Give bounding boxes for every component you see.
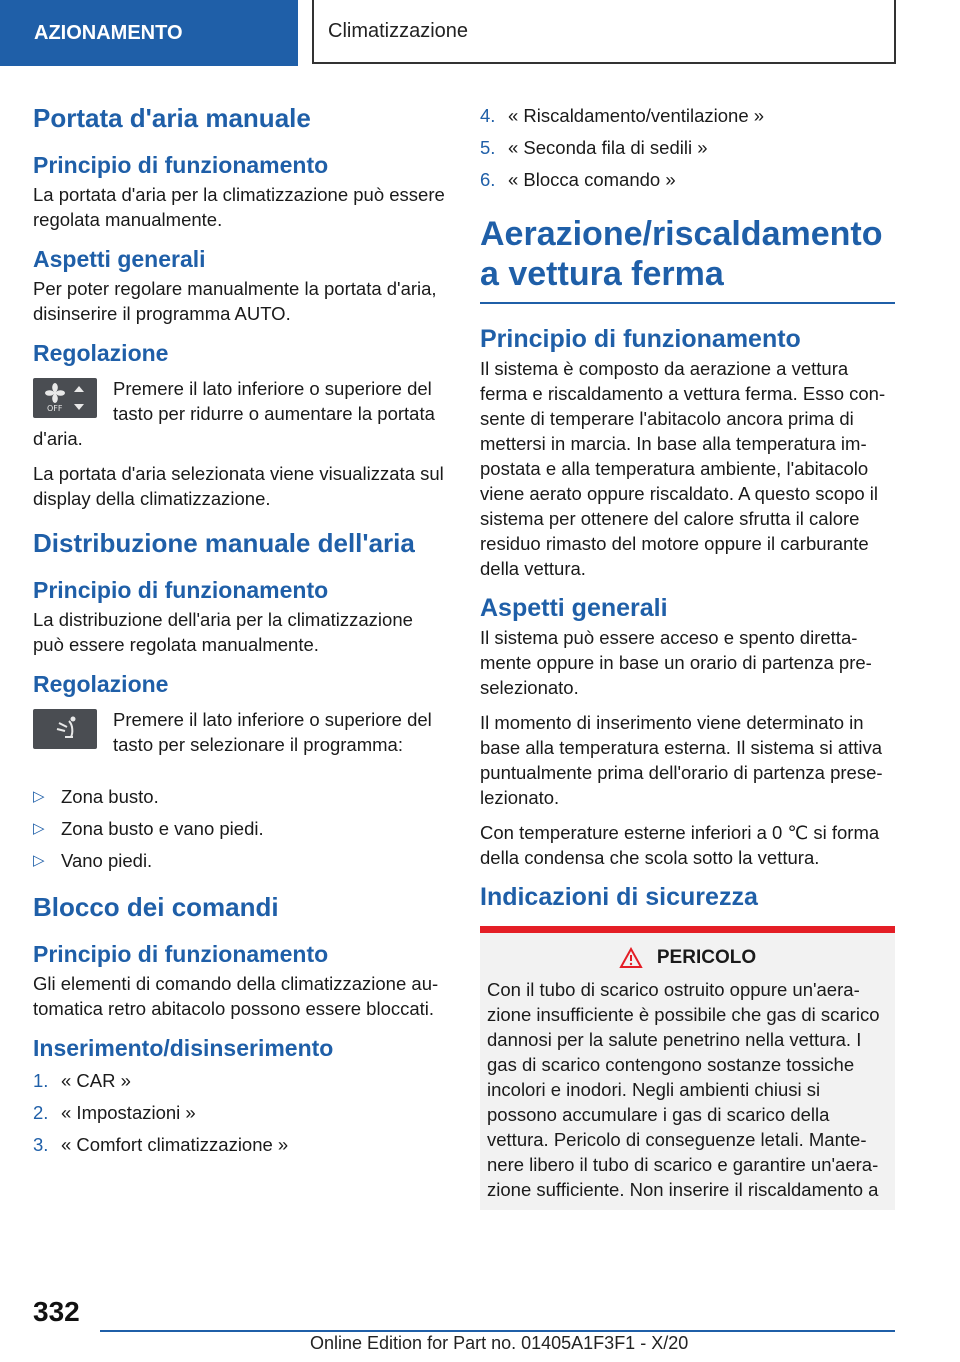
section-title-distribution: Distribuzione manuale dell'aria (33, 528, 415, 558)
paragraph: Il sistema è composto da aerazione a vettura ferma e riscaldamento a vettura ferma. Esso consente di temperare l'abitacolo ancora prima di mettersi in marcia. In base alla temperatura impostata e alla temperatura ambiente, l'abitacolo viene aerato oppure riscaldato. A questo scopo il sistema per ottenere del calore sfrutta il calore residuo rimasto del motore oppure il carburante della vettura. (480, 358, 886, 579)
distribution-block (33, 707, 445, 771)
subsection-title: Principio di funzionamento (33, 941, 329, 967)
subsection-title: Principio di funzionamento (33, 577, 329, 603)
paragraph: Premere il lato inferiore o superiore del tasto per ridurre o aumentare la portata d'aria. (33, 378, 435, 449)
paragraph: Con temperature esterne inferiori a 0 ℃ si forma della condensa che scola sotto la vettura. (480, 822, 880, 868)
left-column (33, 98, 445, 1171)
warning-text: Con il tubo di scarico ostruito oppure un'aerazione insufficiente è possibile che gas di scarico dannosi per la salute penetrino nella vettura. I gas di scarico contengono sostanze tossiche incolori e inodori. Negli ambienti chiusi si possono accumulare i gas di scarico della vettura. Pericolo di conseguenze letali. Mantenere libero il tubo di scarico e garantire un'aerazione sufficiente. Non inserire il riscaldamento a (487, 979, 880, 1200)
subsection-title: Inserimento/disinserimento (33, 1035, 334, 1061)
subsection-title: Indicazioni di sicurezza (480, 883, 758, 911)
danger-warning-box (480, 926, 895, 1210)
paragraph: Premere il lato inferiore o superiore del tasto per selezionare il programma: (113, 709, 432, 755)
paragraph: La portata d'aria selezionata viene visualizzata sul display della climatizzazione. (33, 463, 444, 509)
list-item: 4. « Riscaldamento/ventilazione » (480, 105, 765, 126)
warning-header (487, 947, 888, 969)
list-item: 2. « Impostazioni » (33, 1102, 196, 1123)
footer-divider (100, 1330, 895, 1332)
list-item: 5. « Seconda fila di sedili » (480, 137, 708, 158)
subsection-title: Aspetti generali (480, 594, 668, 622)
regulation-block (33, 376, 445, 451)
triangle-bullet-icon: ▷ (33, 852, 45, 869)
paragraph: Gli elementi di comando della climatizzazione automatica retro abitacolo possono essere bloccati. (33, 973, 439, 1019)
subsection-title: Regolazione (33, 671, 169, 697)
paragraph: La distribuzione dell'aria per la climatizzazione può essere regolata manualmente. (33, 609, 413, 655)
paragraph: La portata d'aria per la climatizzazione può essere regolata manualmente. (33, 184, 445, 230)
page-number: 332 (33, 1296, 80, 1327)
list-item: ▷ Zona busto. (33, 781, 445, 813)
section-title-airflow: Portata d'aria manuale (33, 103, 311, 133)
list-item: 1. « CAR » (33, 1070, 131, 1091)
list-item: 6. « Blocca comando » (480, 169, 676, 190)
warning-triangle-icon (619, 947, 643, 969)
fan-button-icon (33, 378, 97, 418)
header-section: AZIONAMENTO (0, 0, 298, 66)
footer-edition: Online Edition for Part no. 01405A1F3F1 - X/20 (310, 1333, 689, 1353)
subsection-title: Principio di funzionamento (33, 152, 329, 178)
subsection-title: Regolazione (33, 340, 169, 366)
paragraph: Per poter regolare manualmente la portata d'aria, disinserire il programma AUTO. (33, 278, 437, 324)
warning-label: PERICOLO (656, 947, 757, 968)
paragraph: Il sistema può essere acceso e spento direttamente oppure in base un orario di partenza preselezionato. (480, 627, 872, 698)
section-title-lock: Blocco dei comandi (33, 892, 279, 922)
triangle-bullet-icon: ▷ (33, 820, 45, 837)
subsection-title: Principio di funzionamento (480, 325, 801, 353)
triangle-bullet-icon: ▷ (33, 788, 45, 805)
chapter-title: Aerazione/riscaldamento a vettura ferma (480, 214, 895, 304)
paragraph: Il momento di inserimento viene determinato in base alla temperatura esterna. Il sistema si attiva puntualmente prima dell'orario di partenza preselezionato. (480, 712, 883, 808)
list-item: ▷ Zona busto e vano piedi. (33, 813, 445, 845)
right-column (480, 98, 895, 1210)
list-item: ▷ Vano piedi. (33, 845, 445, 877)
air-distribution-icon (33, 709, 97, 749)
steps-list-continued (480, 100, 895, 196)
list-item: 3. « Comfort climatizzazione » (33, 1134, 289, 1155)
steps-list (33, 1065, 445, 1161)
subsection-title: Aspetti generali (33, 246, 206, 272)
fan-button-off-label: OFF (47, 404, 63, 413)
header-chapter: Climatizzazione (312, 0, 896, 64)
distribution-options (33, 781, 445, 877)
